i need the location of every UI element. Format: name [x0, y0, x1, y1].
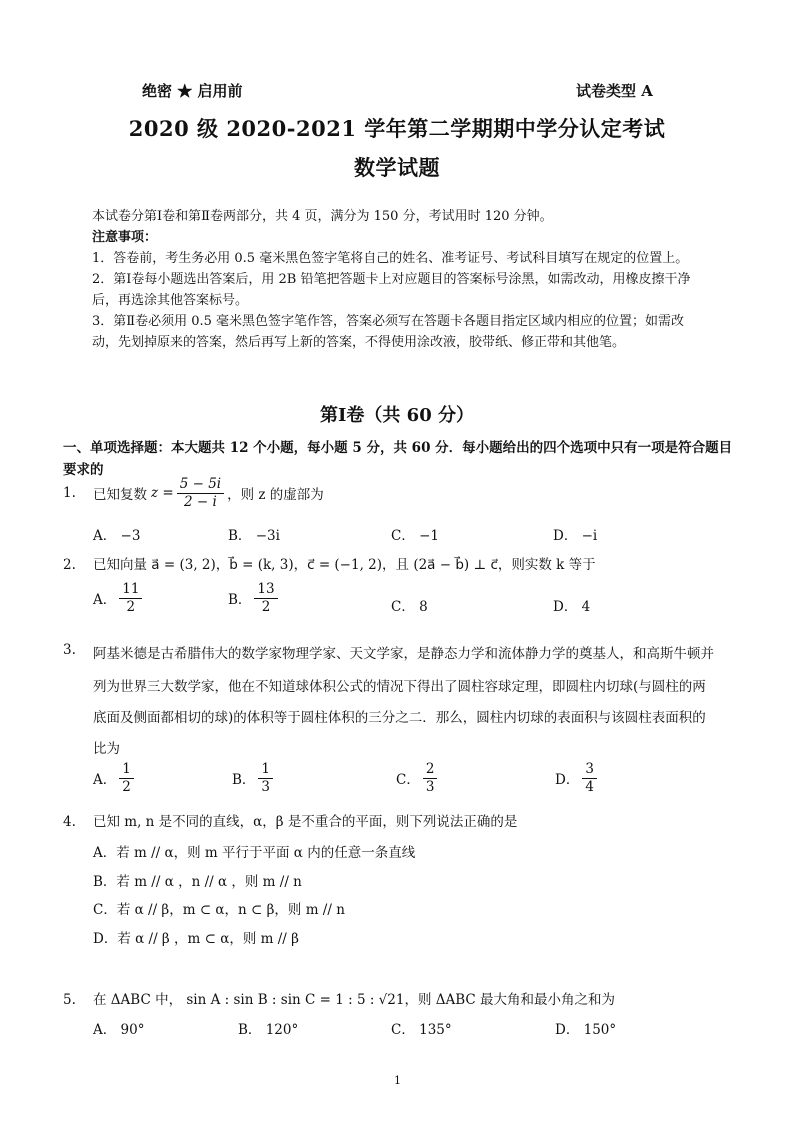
- fraction-numerator: 3: [582, 762, 597, 779]
- question-2: [63, 553, 596, 573]
- question-4: [63, 810, 517, 830]
- option-value: 8: [419, 599, 428, 615]
- option-c: [396, 762, 440, 795]
- option-d: D．若 α // β ，m ⊂ α，则 m // β: [93, 931, 299, 947]
- option-a: [93, 582, 145, 615]
- option-b: B．若 m // α ，n // α ，则 m // n: [93, 874, 302, 890]
- notice-line: 动，先划掉原来的答案，然后再写上新的答案，不得使用涂改液，胶带纸、修正带和其他笔。: [92, 335, 626, 350]
- fraction-denominator: 2: [122, 778, 131, 795]
- option-b: [228, 582, 281, 615]
- option-d: [553, 595, 590, 615]
- confidential-label: 绝密 ★ 启用前: [142, 82, 243, 100]
- question-number: 4.: [63, 814, 76, 830]
- option-label: C．: [396, 772, 420, 789]
- question-text: 已知向量 a⃗ = (3, 2)，b⃗ = (k, 3)，c⃗ = (−1, 2)，且 (2a⃗ − b⃗) ⊥ c⃗，则实数 k 等于: [93, 557, 596, 573]
- question-text: 比为: [93, 741, 120, 757]
- question-text: 在 ΔABC 中， sin A : sin B : sin C = 1 : 5 : √21，则 ΔABC 最大角和最小角之和为: [93, 992, 616, 1008]
- fraction-denominator: 2 − i: [184, 493, 217, 510]
- question-5: [63, 988, 615, 1008]
- option-value: 4: [581, 599, 591, 615]
- notice-line: 1．答卷前，考生务必用 0.5 毫米黑色签字笔将自己的姓名、准考证号、考试科目填写在规定的位置上。: [92, 251, 689, 266]
- question-1: [63, 477, 324, 510]
- section-title: 第Ⅰ卷（共 60 分）: [319, 405, 474, 426]
- question-text: 已知 m, n 是不同的直线，α，β 是不重合的平面，则下列说法正确的是: [93, 814, 518, 830]
- fraction-denominator: 2: [126, 598, 136, 615]
- notice-heading: 注意事项：: [92, 230, 158, 245]
- option-label: D．: [553, 599, 578, 615]
- option-label: B．: [228, 592, 252, 609]
- question-text: 阿基米德是古希腊伟大的数学家物理学家、天文学家，是静态力学和流体静力学的奠基人，和高斯牛顿并: [93, 646, 714, 662]
- option-a: A． −3: [93, 528, 141, 544]
- notice-line: 2．第Ⅰ卷每小题选出答案后，用 2B 铅笔把答题卡上对应题目的答案标号涂黑，如需改动，用橡皮擦干净: [92, 272, 691, 287]
- option-d: D． 150°: [555, 1022, 617, 1038]
- question-3-number: 3.: [63, 642, 76, 658]
- option-label: A．: [93, 772, 117, 789]
- option-c: C． −1: [391, 528, 440, 544]
- fraction-numerator: 11: [119, 582, 142, 599]
- notice-line: 后，再选涂其他答案标号。: [92, 293, 249, 308]
- fraction-numerator: 1: [258, 762, 273, 779]
- exam-title: 2020 级 2020-2021 学年第二学期期中学分认定考试: [128, 116, 666, 141]
- option-label: B．: [232, 772, 256, 789]
- option-b: [232, 762, 276, 795]
- question-text: 列为世界三大数学家，他在不知道球体积公式的情况下得出了圆柱容球定理，即圆柱内切球(与圆柱的两: [93, 679, 706, 695]
- option-c: [391, 595, 428, 615]
- notice-line: 3．第Ⅱ卷必须用 0.5 毫米黑色签字笔作答，答案必须写在答题卡各题目指定区域内相应的位置；如需改: [92, 314, 685, 329]
- option-label: A．: [93, 592, 117, 609]
- section-instruction: 要求的: [63, 462, 104, 478]
- math-var: z =: [151, 485, 174, 502]
- option-b: B． 120°: [238, 1022, 299, 1038]
- paper-type-label: 试卷类型 A: [576, 82, 653, 100]
- fraction-denominator: 3: [261, 778, 271, 795]
- fraction-numerator: 13: [254, 582, 277, 599]
- option-d: D． −i: [553, 528, 598, 544]
- section-instruction: 一、单项选择题：本大题共 12 个小题，每小题 5 分，共 60 分．每小题给出的四个选项中只有一项是符合题目: [63, 440, 733, 456]
- exam-subtitle: 数学试题: [354, 155, 440, 180]
- question-text: 底面及侧面都相切的球)的体积等于圆柱体积的三分之二．那么，圆柱内切球的表面积与该圆柱表面积的: [93, 710, 706, 726]
- fraction-denominator: 2: [261, 598, 271, 615]
- option-d: [555, 762, 600, 795]
- option-a: A． 90°: [93, 1022, 145, 1038]
- option-b: B． −3i: [228, 528, 280, 544]
- page-number: 1: [394, 1074, 401, 1087]
- fraction-numerator: 2: [423, 762, 438, 779]
- question-number: 2.: [63, 557, 76, 573]
- question-text: ，则 z 的虚部为: [227, 487, 324, 504]
- option-label: C．: [391, 599, 415, 615]
- fraction-numerator: 1: [119, 762, 134, 779]
- fraction: [177, 477, 224, 510]
- question-number: 5.: [63, 992, 76, 1008]
- option-a: A．若 m // α，则 m 平行于平面 α 内的任意一条直线: [93, 845, 416, 861]
- option-c: C． 135°: [391, 1022, 452, 1038]
- fraction-denominator: 4: [585, 778, 594, 795]
- fraction-denominator: 3: [425, 778, 435, 795]
- fraction-numerator: 5 − 5i: [177, 477, 224, 494]
- option-a: [93, 762, 137, 795]
- option-label: D．: [555, 772, 580, 789]
- question-text: 已知复数: [93, 487, 147, 504]
- option-c: C．若 α // β，m ⊂ α，n ⊂ β，则 m // n: [93, 902, 345, 918]
- question-number: 1.: [63, 485, 76, 502]
- intro-text: 本试卷分第Ⅰ卷和第Ⅱ卷两部分，共 4 页，满分为 150 分，考试用时 120 分钟。: [92, 209, 553, 224]
